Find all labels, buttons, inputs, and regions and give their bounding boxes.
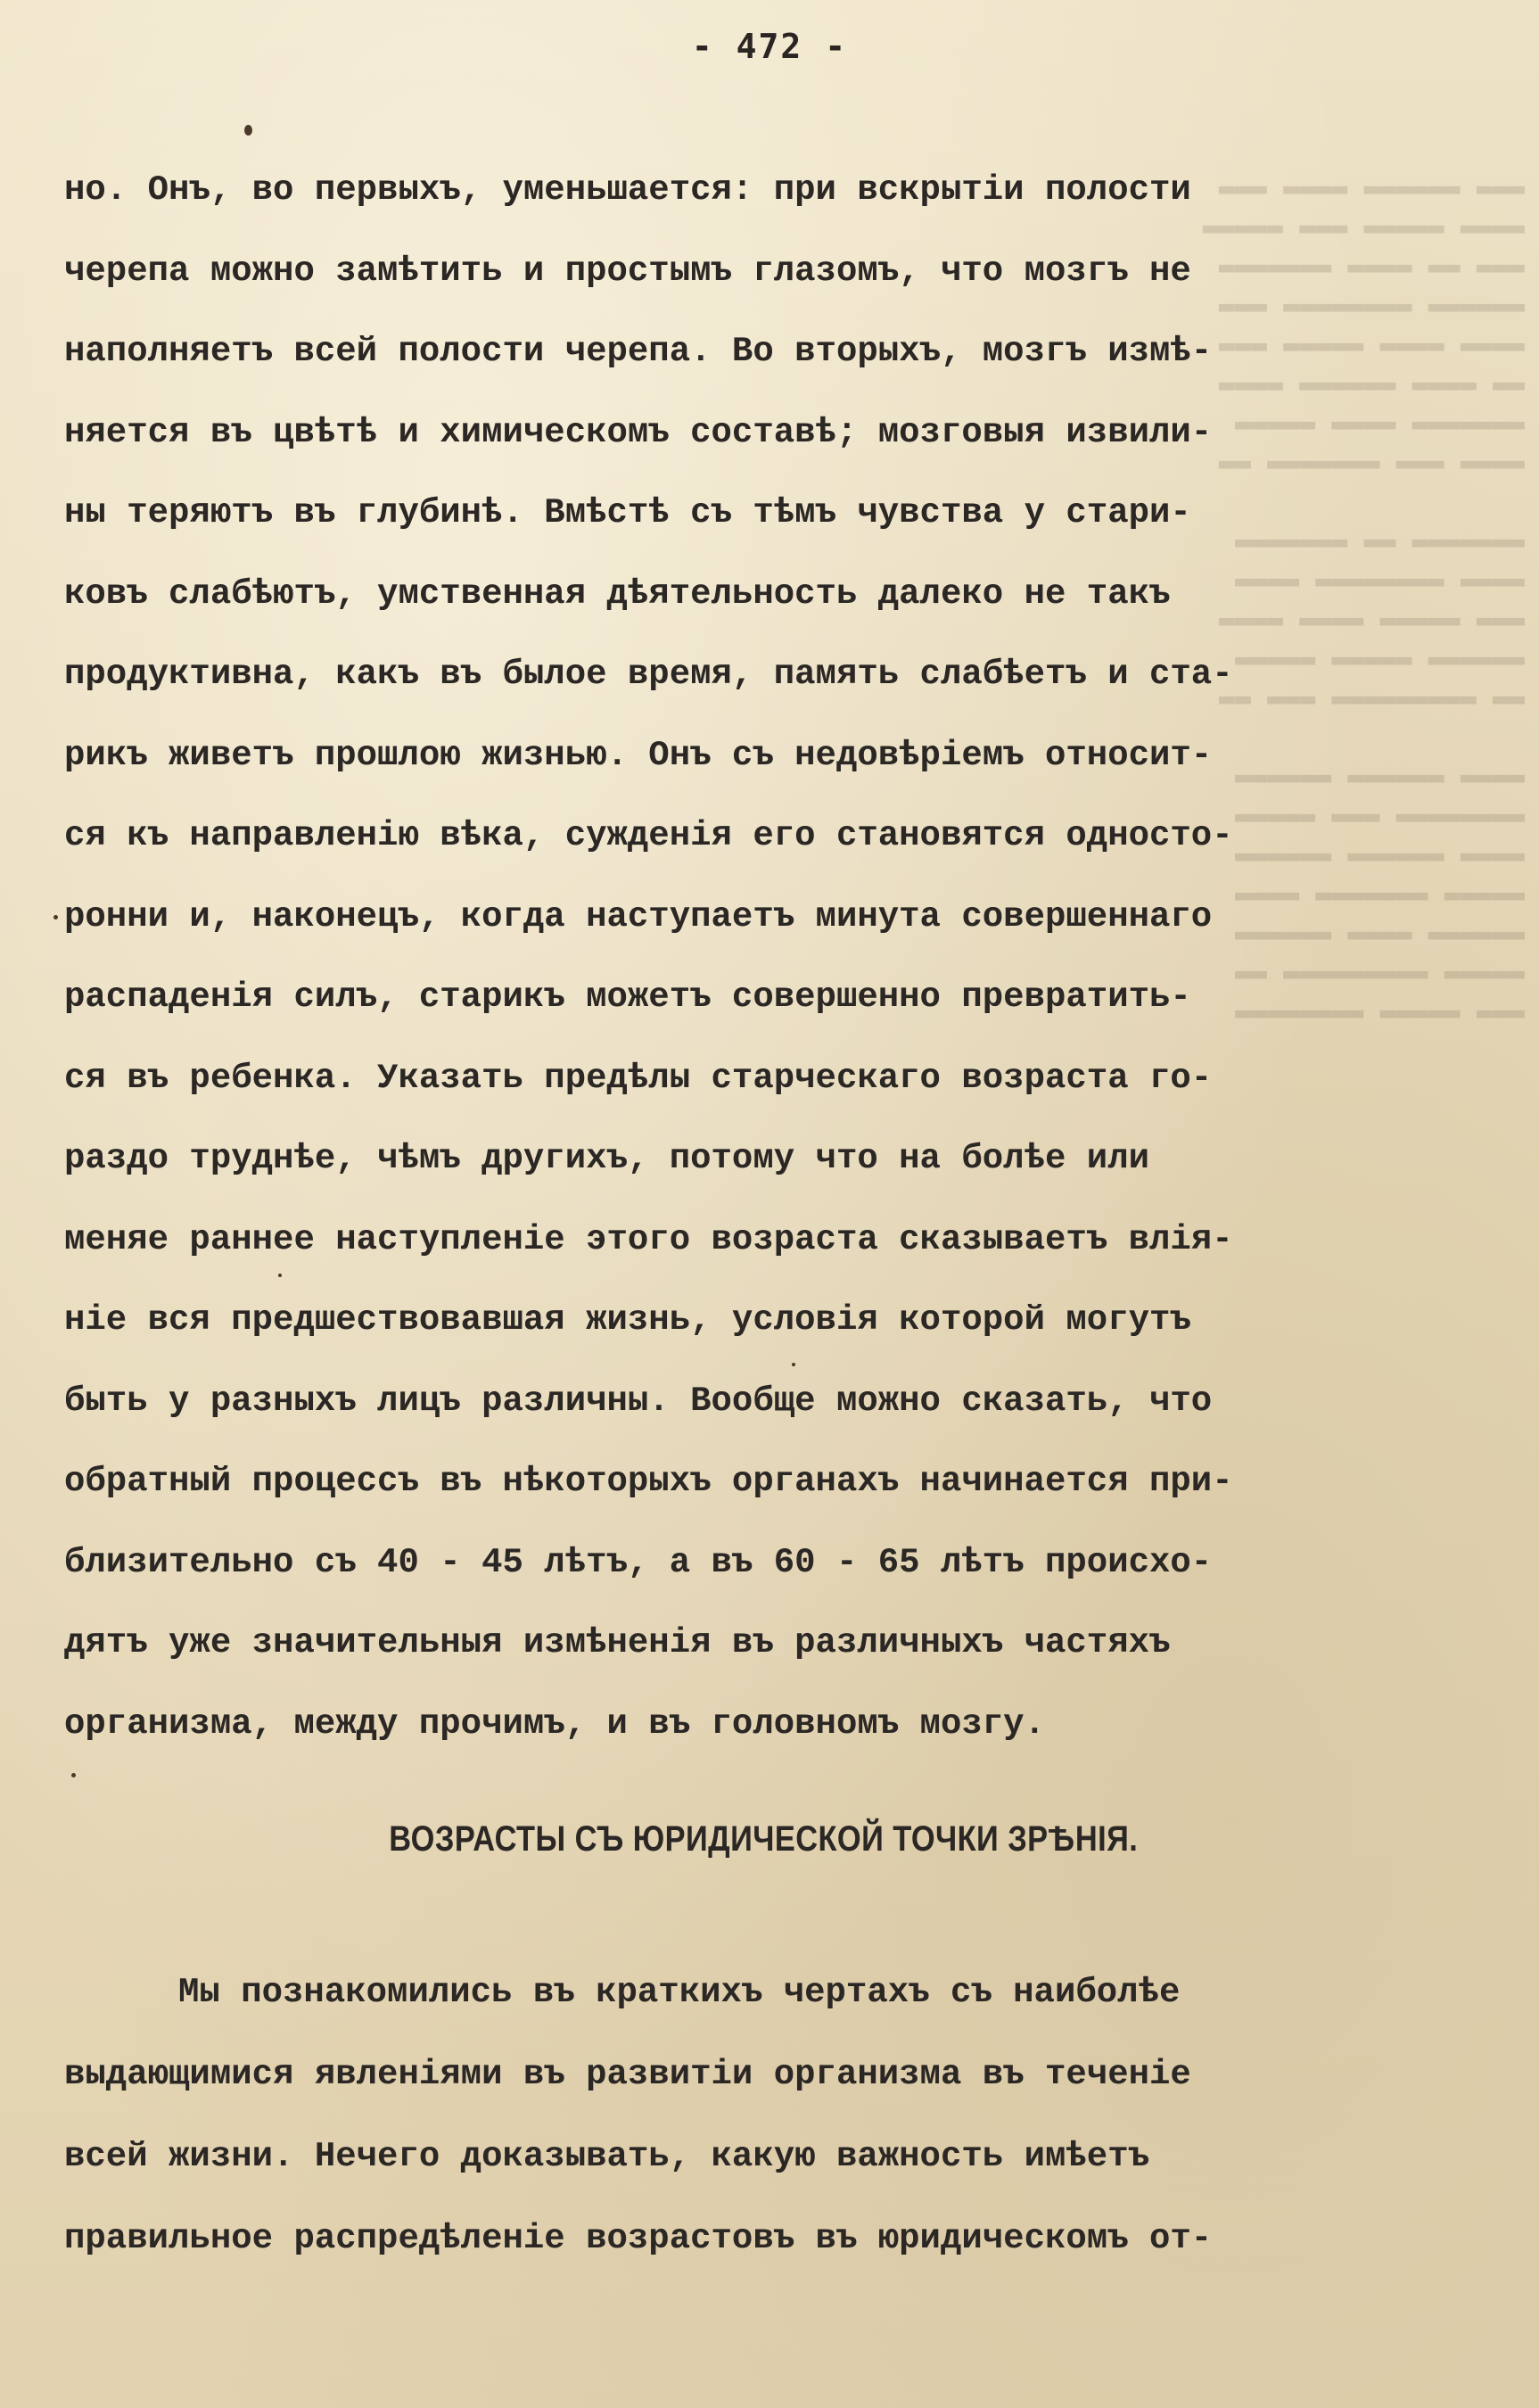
ink-speck xyxy=(53,915,58,919)
text-line: ся къ направленiю вѣка, сужденiя его становятся односто- xyxy=(64,816,1233,855)
section-heading: ВОЗРАСТЫ СЪ ЮРИДИЧЕСКОЙ ТОЧКИ ЗРѢНIЯ. xyxy=(389,1819,1139,1859)
text-line: няется въ цвѣтѣ и химическомъ составѣ; мозговыя извили- xyxy=(64,412,1213,452)
text-line: всей жизни. Нечего доказывать, какую важность имѣетъ xyxy=(64,2137,1149,2176)
text-line: меняе раннее наступленiе этого возраста сказываетъ влiя- xyxy=(64,1219,1233,1259)
text-line: быть у разныхъ лицъ различны. Вообще можно сказать, что xyxy=(64,1381,1213,1421)
text-line: обратный процессъ въ нѣкоторыхъ органахъ начинается при- xyxy=(64,1462,1233,1501)
text-line: нiе вся предшествовавшая жизнь, условiя которой могутъ xyxy=(64,1300,1191,1340)
text-line: Мы познакомились въ краткихъ чертахъ съ наиболѣе xyxy=(178,1973,1181,2012)
bleed-through-texture: ▬▬▬ ▬▬▬▬▬▬ ▬▬▬▬ ▬▬▬ ▬▬▬▬ ▬▬▬▬▬ ▬▬▬ ▬▬▬▬▬ ▬▬▬ ▬▬ ▬▬▬▬ ▬▬▬▬▬▬▬ ▬▬▬▬▬▬ ▬▬▬▬▬▬▬▬ ▬▬▬ ▬▬▬▬ ▬▬▬▬ ▬▬▬▬▬ ▬▬▬ ▬▬ ▬▬▬▬ ▬▬▬▬▬▬ ▬▬▬▬ ▬▬▬▬▬▬▬ ▬▬▬▬ ▬▬▬▬▬ ▬▬▬▬ ▬▬▬ ▬▬▬▬▬▬▬ ▬▬ ▬▬▬▬▬▬▬ ▬▬ ▬▬▬▬▬▬▬ ▬▬▬▬ ▬▬▬▬▬▬▬▬ ▬▬▬▬ ▬▬▬ ▬▬▬▬▬ ▬▬▬▬ ▬▬▬▬ ▬▬▬▬▬▬ ▬▬▬▬▬ ▬▬▬▬▬ ▬▬ ▬▬▬▬▬▬▬▬▬ ▬▬▬ ▬▬ ▬▬▬▬ ▬▬▬▬▬▬ ▬▬▬▬▬▬ ▬▬▬▬▬▬▬▬ ▬▬▬ ▬▬▬▬▬ ▬▬▬▬ ▬▬▬▬▬▬ ▬▬▬▬▬▬ ▬▬▬▬▬ ▬▬▬▬▬▬▬ ▬▬▬▬ ▬▬▬▬▬▬ ▬▬▬▬ ▬▬▬▬▬▬ ▬▬▬▬▬ ▬▬▬▬▬▬▬▬▬ ▬▬ ▬▬▬ ▬▬▬▬▬ ▬▬▬▬▬▬▬▬ xyxy=(1202,173,1525,1028)
ink-speck xyxy=(244,125,252,136)
text-line: ны теряютъ въ глубинѣ. Вмѣстѣ съ тѣмъ чувства у стари- xyxy=(64,493,1191,532)
text-line: раздо труднѣе, чѣмъ другихъ, потому что на болѣе или xyxy=(64,1139,1149,1178)
text-line: выдающимися явленiями въ развитiи организма въ теченiе xyxy=(64,2055,1191,2094)
text-line: дятъ уже значительныя измѣненiя въ различныхъ частяхъ xyxy=(64,1623,1171,1662)
text-line: черепа можно замѣтить и простымъ глазомъ, что мозгъ не xyxy=(64,251,1191,291)
page-number: - 472 - xyxy=(691,27,848,66)
text-line: ковъ слабѣютъ, умственная дѣятельность далеко не такъ xyxy=(64,573,1171,614)
text-line: ся въ ребенка. Указать предѣлы старческаго возраста го- xyxy=(64,1058,1213,1098)
text-line: продуктивна, какъ въ былое время, память слабѣетъ и ста- xyxy=(64,655,1233,694)
paragraph-2 xyxy=(64,1951,1455,2280)
text-line: распаденiя силъ, старикъ можетъ совершенно превратить- xyxy=(64,977,1191,1017)
text-line: рикъ живетъ прошлою жизнью. Онъ съ недовѣрiемъ относит- xyxy=(64,735,1213,775)
text-line: организма, между прочимъ, и въ головномъ мозгу. xyxy=(64,1703,1045,1744)
ink-speck xyxy=(71,1773,76,1777)
text-line: но. Онъ, во первыхъ, уменьшается: при вскрытiи полости xyxy=(64,170,1191,210)
text-line: правильное распредѣленiе возрастовъ въ юридическомъ от- xyxy=(64,2219,1213,2258)
text-line: близительно съ 40 - 45 лѣтъ, а въ 60 - 65 лѣтъ происхо- xyxy=(64,1542,1213,1582)
ink-speck xyxy=(278,1274,282,1277)
text-line: наполняетъ всей полости черепа. Во вторыхъ, мозгъ измѣ- xyxy=(64,332,1213,371)
ink-speck xyxy=(792,1363,795,1366)
paragraph-1 xyxy=(64,150,1455,1764)
text-line: ронни и, наконецъ, когда наступаетъ минута совершеннаго xyxy=(64,896,1213,936)
